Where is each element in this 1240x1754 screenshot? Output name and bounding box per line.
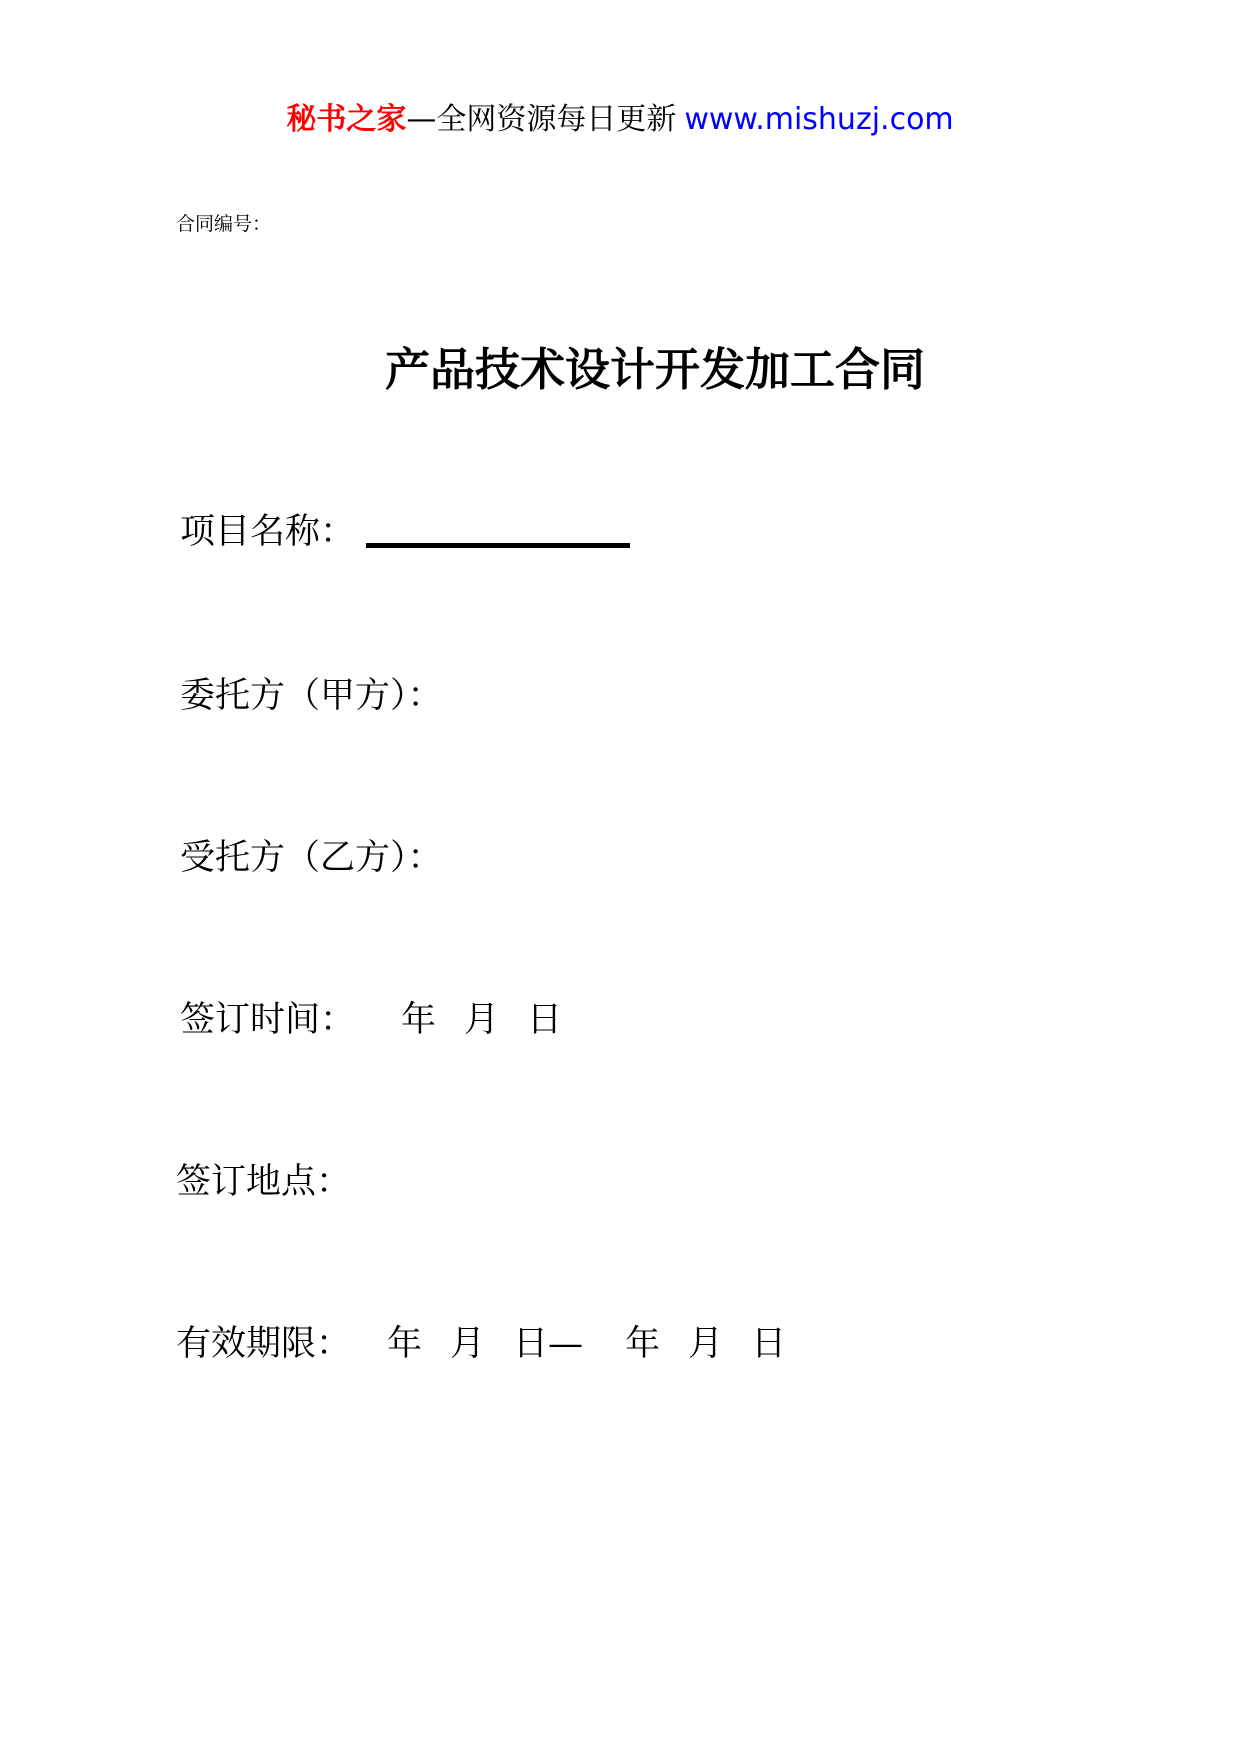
signing-date-day: 日	[527, 1000, 563, 1040]
signing-date-year: 年	[401, 1000, 437, 1040]
header-brand: 秘书之家	[286, 102, 407, 137]
validity-end-year: 年	[625, 1324, 661, 1364]
signing-place-label: 签订地点：	[176, 1162, 352, 1202]
validity-start-year: 年	[387, 1324, 423, 1364]
project-name-blank-line	[366, 543, 630, 548]
signing-date-field	[180, 998, 562, 1042]
validity-end-month: 月	[688, 1324, 724, 1364]
validity-end-day: 日	[751, 1324, 787, 1364]
signing-date-month: 月	[464, 1000, 500, 1040]
validity-start-month: 月	[450, 1324, 486, 1364]
contractor-label: 受托方（乙方）：	[180, 838, 443, 878]
contractor-field	[180, 836, 443, 880]
signing-date-label: 签订时间：	[180, 1000, 356, 1040]
document-title: 产品技术设计开发加工合同	[384, 343, 925, 396]
signing-place-field	[176, 1160, 351, 1204]
client-label: 委托方（甲方）：	[180, 676, 443, 716]
watermark-header	[0, 100, 1240, 140]
validity-start-day: 日—	[513, 1324, 584, 1364]
project-name-label: 项目名称：	[180, 512, 356, 552]
contract-number-label: 合同编号：	[176, 213, 272, 235]
validity-label: 有效期限：	[176, 1324, 352, 1364]
client-field	[180, 674, 443, 718]
project-name-field	[180, 510, 355, 554]
header-tagline: —全网资源每日更新	[406, 102, 677, 137]
header-url-link[interactable]: www.mishuzj.com	[684, 102, 954, 137]
validity-field	[176, 1322, 786, 1366]
